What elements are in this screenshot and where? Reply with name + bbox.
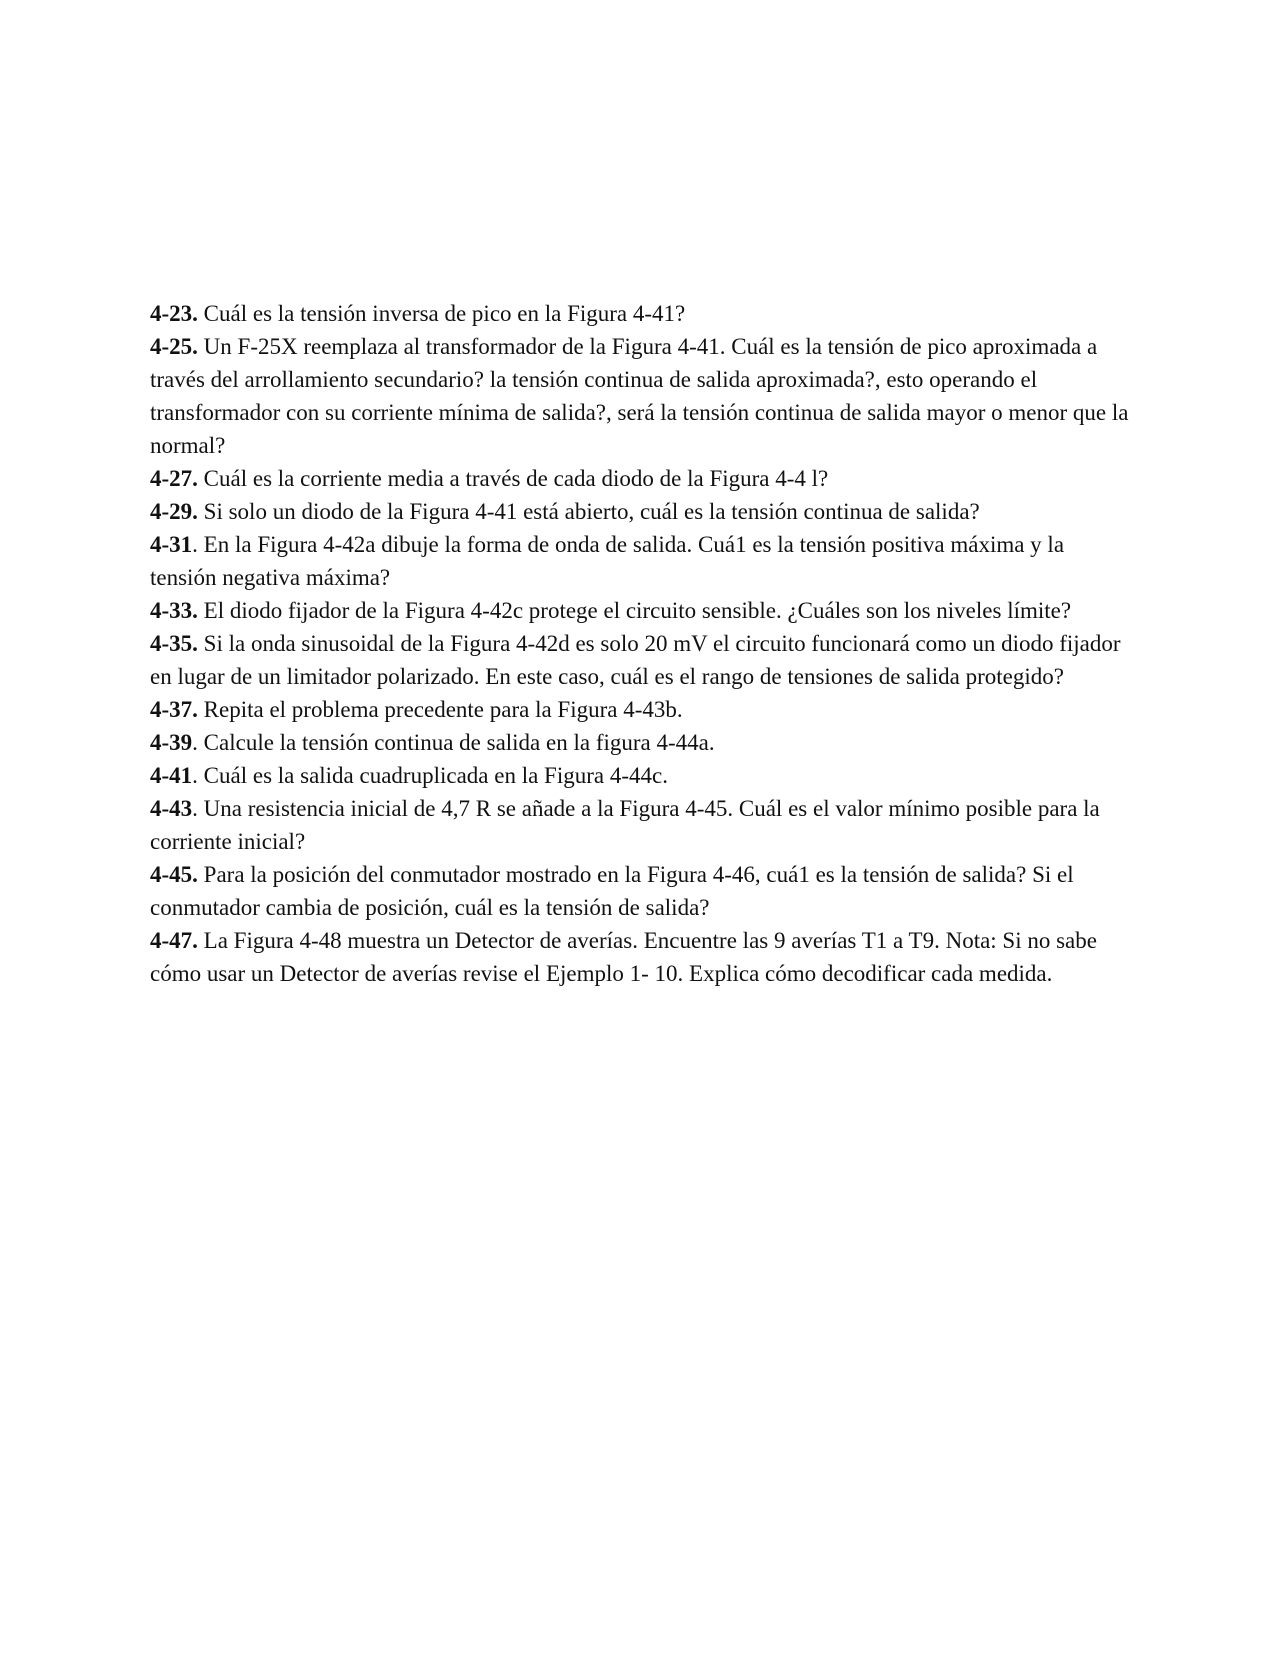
- problem-number: 4-25.: [150, 334, 198, 359]
- problem-text: . En la Figura 4-42a dibuje la forma de onda de salida. Cuá1 es la tensión positiva máxima y la tensión negativa máxima?: [150, 532, 1065, 590]
- problem-number: 4-23.: [150, 301, 198, 326]
- problem-item: [150, 495, 1130, 528]
- problem-item: [150, 924, 1130, 990]
- problem-number: 4-37.: [150, 697, 198, 722]
- problem-number: 4-29.: [150, 499, 198, 524]
- problem-item: [150, 594, 1130, 627]
- problem-item: [150, 693, 1130, 726]
- problem-number: 4-27.: [150, 466, 198, 491]
- problem-text: . Una resistencia inicial de 4,7 R se añade a la Figura 4-45. Cuál es el valor mínimo posible para la corriente inicial?: [150, 796, 1100, 854]
- problem-number: 4-43: [150, 796, 193, 821]
- problem-text: Repita el problema precedente para la Figura 4-43b.: [197, 697, 683, 722]
- problem-list: [150, 297, 1130, 990]
- problem-text: La Figura 4-48 muestra un Detector de averías. Encuentre las 9 averías T1 a T9. Nota: Si no sabe cómo usar un Detector de averías revise el Ejemplo 1- 10. Explica cómo decodificar cada medida.: [150, 928, 1097, 986]
- problem-text: Cuál es la corriente media a través de cada diodo de la Figura 4-4 l?: [197, 466, 829, 491]
- problem-text: Si la onda sinusoidal de la Figura 4-42d es solo 20 mV el circuito funcionará como un diodo fijador en lugar de un limitador polarizado. En este caso, cuál es el rango de tensiones de salida protegido?: [150, 631, 1121, 689]
- problem-item: [150, 726, 1130, 759]
- problem-item: [150, 462, 1130, 495]
- problem-number: 4-41: [150, 763, 193, 788]
- problem-number: 4-33.: [150, 598, 198, 623]
- problem-number: 4-31: [150, 532, 193, 557]
- problem-number: 4-35.: [150, 631, 198, 656]
- problem-item: [150, 528, 1130, 594]
- problem-item: [150, 759, 1130, 792]
- problem-text: Cuál es la tensión inversa de pico en la Figura 4-41?: [197, 301, 686, 326]
- problem-text: Para la posición del conmutador mostrado en la Figura 4-46, cuá1 es la tensión de salida? Si el conmutador cambia de posición, cuál es la tensión de salida?: [150, 862, 1074, 920]
- problem-number: 4-47.: [150, 928, 198, 953]
- problem-number: 4-45.: [150, 862, 198, 887]
- problem-text: Si solo un diodo de la Figura 4-41 está abierto, cuál es la tensión continua de salida?: [197, 499, 980, 524]
- problem-number: 4-39: [150, 730, 193, 755]
- problem-item: [150, 858, 1130, 924]
- problem-item: [150, 792, 1130, 858]
- problem-text: . Cuál es la salida cuadruplicada en la Figura 4-44c.: [192, 763, 668, 788]
- problem-item: [150, 330, 1130, 462]
- problem-text: El diodo fijador de la Figura 4-42c protege el circuito sensible. ¿Cuáles son los niveles límite?: [197, 598, 1072, 623]
- problem-item: [150, 297, 1130, 330]
- problem-item: [150, 627, 1130, 693]
- problem-text: Un F-25X reemplaza al transformador de la Figura 4-41. Cuál es la tensión de pico aproximada a través del arrollamiento secundario? la tensión continua de salida aproximada?, esto operando el transformador con su corriente mínima de salida?, será la tensión continua de salida mayor o menor que la normal?: [150, 334, 1129, 458]
- problem-text: . Calcule la tensión continua de salida en la figura 4-44a.: [192, 730, 715, 755]
